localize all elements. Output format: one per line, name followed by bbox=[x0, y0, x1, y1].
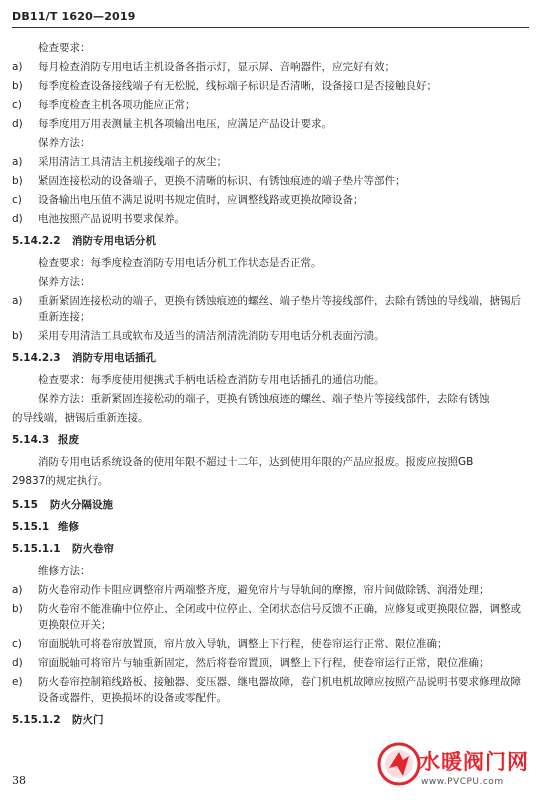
watermark-logo bbox=[377, 742, 537, 794]
list-item: a) 采用清洁工具清洁主机接线端子的灰尘； bbox=[12, 156, 227, 168]
check-requirement: 检查要求：每季度检查消防专用电话分机工作状态是否正常。 bbox=[38, 257, 322, 269]
valve-logo-icon bbox=[377, 742, 421, 786]
scrap-paragraph-line-1: 消防专用电话系统设备的使用年限不超过十二年，达到使用年限的产品应报废。报废应按照GB bbox=[38, 456, 474, 468]
section-heading-5-15-1-2: 5.15.1.2 防火门 bbox=[12, 714, 104, 726]
list-item: d) 每季度用万用表测量主机各项输出电压，应满足产品设计要求。 bbox=[12, 118, 332, 130]
section-heading-5-15-1-1: 5.15.1.1 防火卷帘 bbox=[12, 543, 114, 555]
maintenance-method-line-2: 的导线端，搪锡后重新连接。 bbox=[12, 412, 149, 424]
scrap-paragraph-line-2: 29837的规定执行。 bbox=[12, 475, 109, 487]
list-item: b) 紧固连接松动的设备端子，更换不清晰的标识、有锈蚀痕迹的端子垫片等部件； bbox=[12, 175, 406, 187]
header-rule bbox=[12, 27, 529, 28]
list-item: d) 帘面脱轴可将帘片与轴重新固定，然后将卷帘置顶，调整上下行程，使卷帘运行正常，限位准确； bbox=[12, 657, 490, 669]
check-requirements-title: 检查要求： bbox=[38, 42, 91, 54]
section-heading-5-14-2-3: 5.14.2.3 消防专用电话插孔 bbox=[12, 352, 156, 364]
maintenance-methods-list bbox=[12, 154, 527, 227]
list-item: b) 每季度检查设备接线端子有无松脱，线标端子标识是否清晰，设备接口是否接触良好； bbox=[12, 80, 437, 92]
list-item: c) 每季度检查主机各项功能应正常； bbox=[12, 99, 196, 111]
page-number: 38 bbox=[12, 774, 26, 787]
document-body bbox=[12, 40, 527, 734]
document-code: DB11/T 1620—2019 bbox=[12, 10, 136, 23]
list-item: c) 帘面脱轨可将卷帘放置顶，帘片放入导轨，调整上下行程，使卷帘运行正常、限位准确； bbox=[12, 638, 448, 650]
list-item: b) 采用专用清洁工具或软布及适当的清洁剂清洗消防专用电话分机表面污渍。 bbox=[12, 330, 385, 342]
maintenance-method-line-1: 保养方法：重新紧固连接松动的端子，更换有锈蚀痕迹的螺丝、端子垫片等接线部件，去除有锈蚀 bbox=[38, 393, 490, 405]
watermark-url: www.PVCPU.com bbox=[421, 777, 504, 787]
check-requirements-list bbox=[12, 59, 527, 132]
list-item: d) 电池按照产品说明书要求保养。 bbox=[12, 213, 185, 225]
list-item: c) 设备输出电压值不满足说明书规定值时，应调整线路或更换故障设备； bbox=[12, 194, 364, 206]
section-heading-5-14-2-2: 5.14.2.2 消防专用电话分机 bbox=[12, 235, 156, 247]
maintenance-methods-title: 保养方法： bbox=[38, 276, 91, 288]
list-item: a) 防火卷帘动作卡阻应调整帘片两端整齐度，避免帘片与导轨间的摩擦，帘片间做除锈、润滑处理； bbox=[12, 584, 490, 596]
list-item: a) 每月检查消防专用电话主机设备各指示灯，显示屏、音响器件，应完好有效； bbox=[12, 61, 395, 73]
list-item: e) 防火卷帘控制箱线路板、接触器、变压器、继电器故障，卷门机电机故障应按照产品说明书要求修理故障设备或器件，更换损坏的设备或零配件。 bbox=[12, 676, 521, 704]
section-heading-5-15: 5.15 防火分隔设施 bbox=[12, 499, 113, 511]
section-heading-5-15-1: 5.15.1 维修 bbox=[12, 521, 79, 533]
maintenance-methods-title: 保养方法： bbox=[38, 137, 91, 149]
list-item: b) 防火卷帘不能准确中位停止、全闭或中位停止、全闭状态信号反馈不正确，应修复或更换限位器，调整或更换限位开关； bbox=[12, 603, 521, 631]
list-item: a) 重新紧固连接松动的端子，更换有锈蚀痕迹的螺丝、端子垫片等接线部件，去除有锈蚀的导线端，搪锡后重新连接； bbox=[12, 295, 521, 323]
repair-methods-title: 维修方法： bbox=[38, 565, 91, 577]
section-heading-5-14-3: 5.14.3 报废 bbox=[12, 434, 79, 446]
watermark-title: 水暖阀门网 bbox=[419, 750, 529, 774]
check-requirement: 检查要求：每季度使用便携式手柄电话检查消防专用电话插孔的通信功能。 bbox=[38, 374, 385, 386]
